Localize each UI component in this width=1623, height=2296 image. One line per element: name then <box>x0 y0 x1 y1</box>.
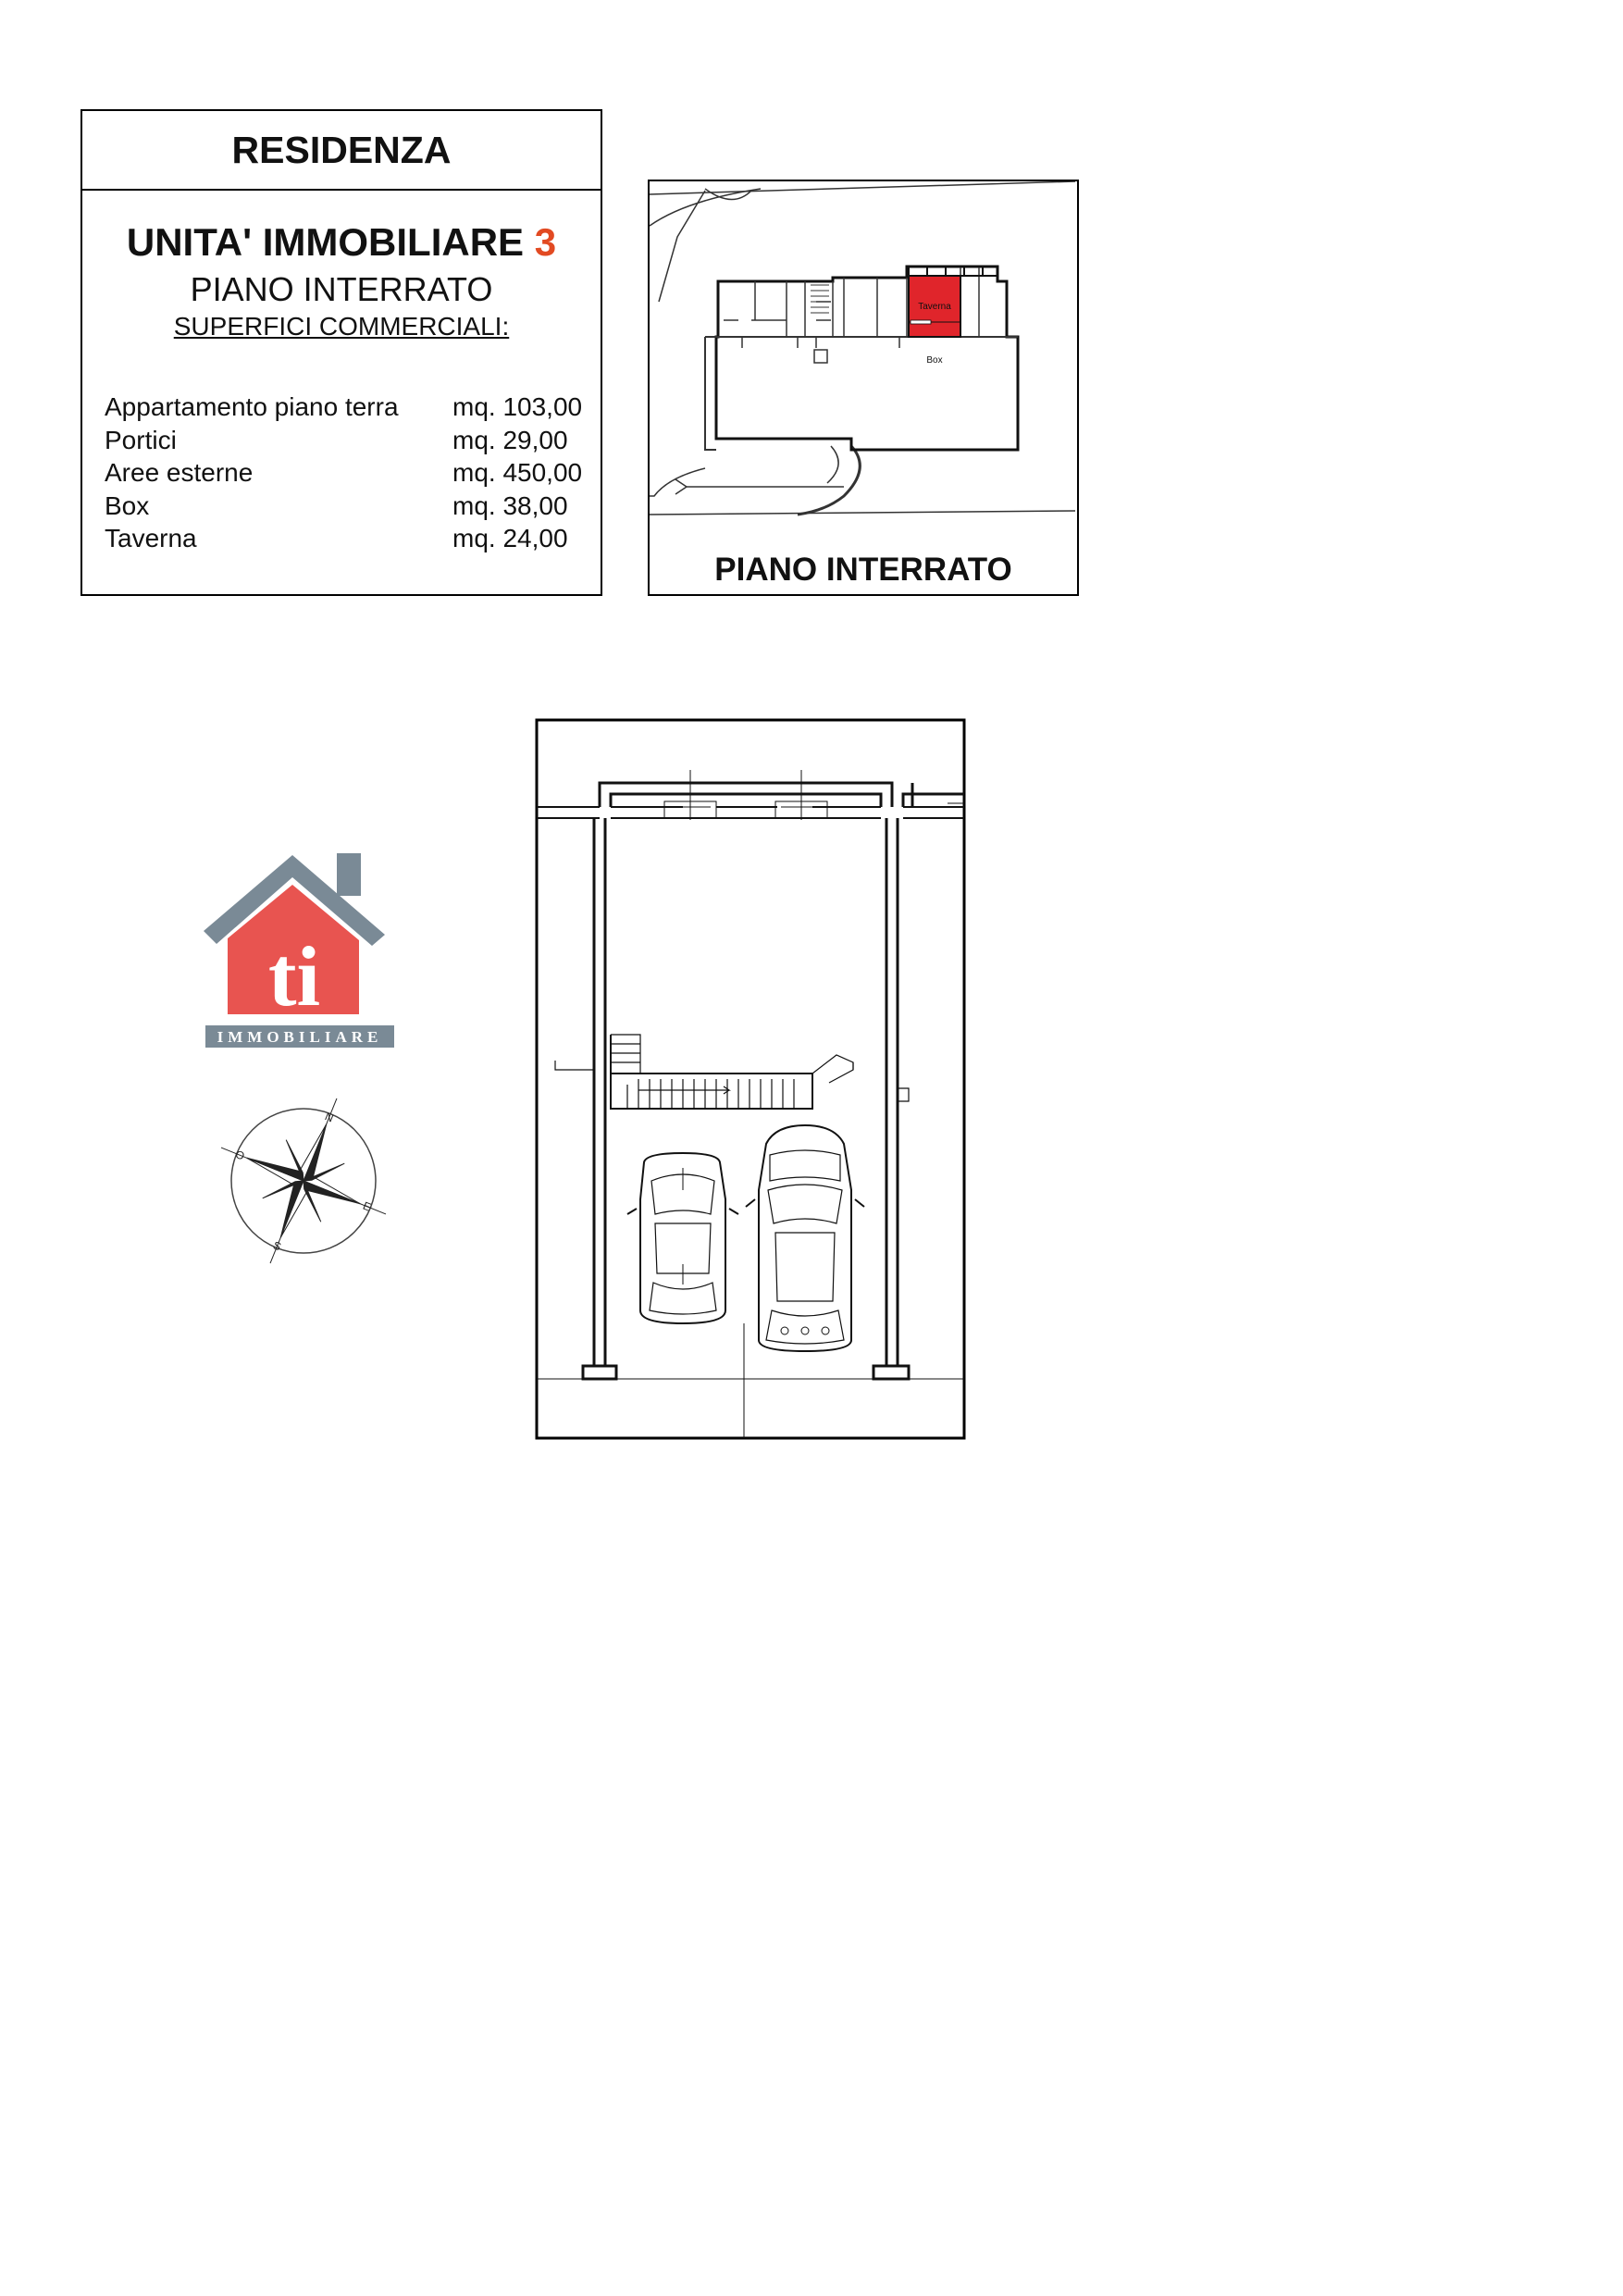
unit-floor-plan <box>535 718 966 1440</box>
surface-label: Taverna <box>105 524 197 552</box>
surfaces-heading: SUPERFICI COMMERCIALI: <box>173 312 510 341</box>
room-label-taverna: Taverna <box>918 302 951 312</box>
surface-value: mq. 103,00 <box>452 392 583 421</box>
surface-value: mq. 450,00 <box>452 458 583 487</box>
surface-row <box>105 424 586 457</box>
info-header: RESIDENZA <box>82 111 601 191</box>
house-logo-icon <box>196 850 402 1055</box>
logo-letters: ti <box>267 929 321 1024</box>
surface-value: mq. 38,00 <box>452 490 568 520</box>
unit-title <box>82 220 601 265</box>
surface-label: Box <box>105 490 150 520</box>
compass-rose-icon <box>215 1092 392 1270</box>
key-plan-drawing <box>650 181 1079 596</box>
unit-number: 3 <box>534 220 557 264</box>
surface-label: Aree esterne <box>105 458 254 487</box>
compass-o: O <box>233 1148 247 1163</box>
logo-brand: IMMOBILIARE <box>217 1028 383 1046</box>
surface-row <box>105 391 586 424</box>
surface-label: Appartamento piano terra <box>105 392 399 421</box>
floor-name: PIANO INTERRATO <box>190 270 493 308</box>
surfaces-list <box>105 391 586 555</box>
key-plan <box>648 180 1079 596</box>
compass-s: S <box>271 1238 283 1254</box>
unit-label: UNITA' IMMOBILIARE <box>126 220 525 264</box>
compass-n: N <box>323 1110 336 1125</box>
floor-plan-drawing <box>535 718 966 1440</box>
compass-e: E <box>361 1198 373 1214</box>
unit-info-box <box>81 109 602 596</box>
car-left-icon <box>627 1153 738 1323</box>
car-right-icon <box>746 1125 864 1351</box>
company-logo <box>196 850 402 1055</box>
surface-label: Portici <box>105 425 177 454</box>
surface-value: mq. 24,00 <box>452 524 568 552</box>
surface-row <box>105 456 586 490</box>
surface-value: mq. 29,00 <box>452 425 568 454</box>
surface-row <box>105 522 586 555</box>
surface-row <box>105 490 586 523</box>
room-label-box: Box <box>926 355 943 366</box>
key-plan-caption: PIANO INTERRATO <box>714 552 1012 588</box>
